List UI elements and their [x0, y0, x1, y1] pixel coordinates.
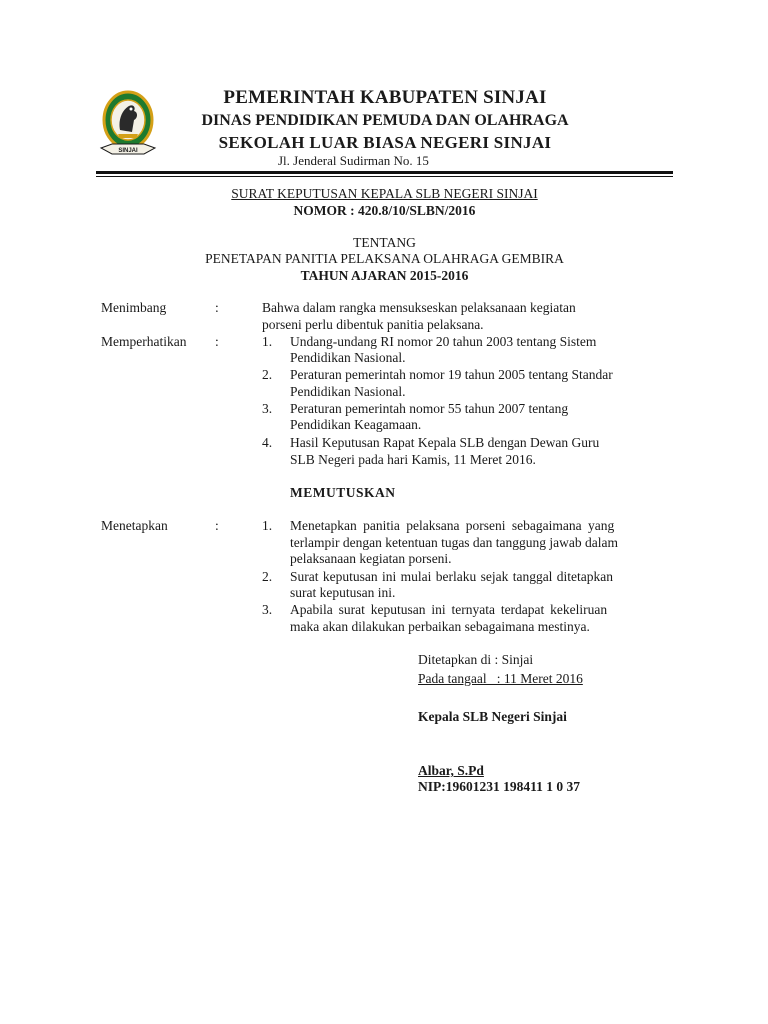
memperhatikan-colon: :: [215, 334, 219, 349]
letterhead-school: SEKOLAH LUAR BIASA NEGERI SINJAI: [218, 133, 552, 152]
letterhead: [160, 86, 610, 154]
memperhatikan-item-number: 4.: [262, 435, 273, 450]
decree-tentang: TENTANG: [353, 235, 416, 250]
menetapkan-item-line: terlampir dengan ketentuan tugas dan tanggung jawab dalam: [290, 535, 619, 550]
menimbang-line2: porseni perlu dibentuk panitia pelaksana.: [262, 317, 484, 332]
memperhatikan-label: Memperhatikan: [101, 334, 187, 349]
letterhead-divider-thin: [96, 176, 673, 177]
decree-title: SURAT KEPUTUSAN KEPALA SLB NEGERI SINJAI: [231, 186, 538, 201]
memutuskan-heading: MEMUTUSKAN: [290, 485, 396, 500]
menimbang-label: Menimbang: [101, 300, 167, 315]
memperhatikan-item-line: Hasil Keputusan Rapat Kepala SLB dengan Dewan Guru: [290, 435, 600, 450]
menetapkan-item-line: maka akan dilakukan perbaikan sebagaimana mestinya.: [290, 619, 590, 634]
menetapkan-item-line: Apabila surat keputusan ini ternyata terdapat kekeliruan: [290, 602, 608, 617]
letterhead-government: PEMERINTAH KABUPATEN SINJAI: [223, 87, 547, 108]
memperhatikan-item-number: 1.: [262, 334, 273, 349]
signatory-name: Albar, S.Pd: [418, 763, 484, 778]
menetapkan-colon: :: [215, 518, 219, 533]
menimbang-colon: :: [215, 300, 219, 315]
menetapkan-item-line: pelaksanaan kegiatan porseni.: [290, 551, 452, 566]
decree-subject-line1: PENETAPAN PANITIA PELAKSANA OLAHRAGA GEMBIRA: [205, 251, 564, 266]
memperhatikan-item-line: Peraturan pemerintah nomor 55 tahun 2007 tentang: [290, 401, 569, 416]
menetapkan-item-number: 3.: [262, 602, 273, 617]
menimbang-line1: Bahwa dalam rangka mensukseskan pelaksanaan kegiatan: [262, 300, 576, 315]
menetapkan-item-line: surat keputusan ini.: [290, 585, 396, 600]
menetapkan-item-number: 2.: [262, 569, 273, 584]
regency-emblem-logo: [98, 90, 158, 162]
memperhatikan-item-line: Pendidikan Nasional.: [290, 384, 406, 399]
letterhead-divider-thick: [96, 171, 673, 174]
letterhead-address: Jl. Jenderal Sudirman No. 15: [278, 153, 429, 168]
letterhead-department: DINAS PENDIDIKAN PEMUDA DAN OLAHRAGA: [201, 112, 569, 129]
memperhatikan-item-line: Pendidikan Nasional.: [290, 350, 406, 365]
menetapkan-item-number: 1.: [262, 518, 273, 533]
menetapkan-item-line: Menetapkan panitia pelaksana porseni sebagaimana yang: [290, 518, 615, 533]
signature-date: Pada tangaal : 11 Meret 2016: [418, 671, 583, 686]
menetapkan-item-line: Surat keputusan ini mulai berlaku sejak tanggal ditetapkan: [290, 569, 614, 584]
signatory-nip: NIP:19601231 198411 1 0 37: [418, 779, 580, 794]
signature-place: Ditetapkan di : Sinjai: [418, 652, 534, 667]
memperhatikan-item-number: 2.: [262, 367, 273, 382]
memperhatikan-item-line: Peraturan pemerintah nomor 19 tahun 2005 tentang Standar: [290, 367, 613, 382]
memperhatikan-item-line: Undang-undang RI nomor 20 tahun 2003 tentang Sistem: [290, 334, 597, 349]
decree-number: NOMOR : 420.8/10/SLBN/2016: [293, 203, 476, 218]
memperhatikan-item-line: SLB Negeri pada hari Kamis, 11 Meret 2016.: [290, 452, 536, 467]
decree-subject-line2: TAHUN AJARAN 2015-2016: [300, 268, 469, 283]
memperhatikan-item-line: Pendidikan Keagamaan.: [290, 417, 422, 432]
memperhatikan-item-number: 3.: [262, 401, 273, 416]
signature-position: Kepala SLB Negeri Sinjai: [418, 709, 567, 724]
menetapkan-label: Menetapkan: [101, 518, 168, 533]
logo-banner-text: SINJAI: [118, 148, 138, 154]
